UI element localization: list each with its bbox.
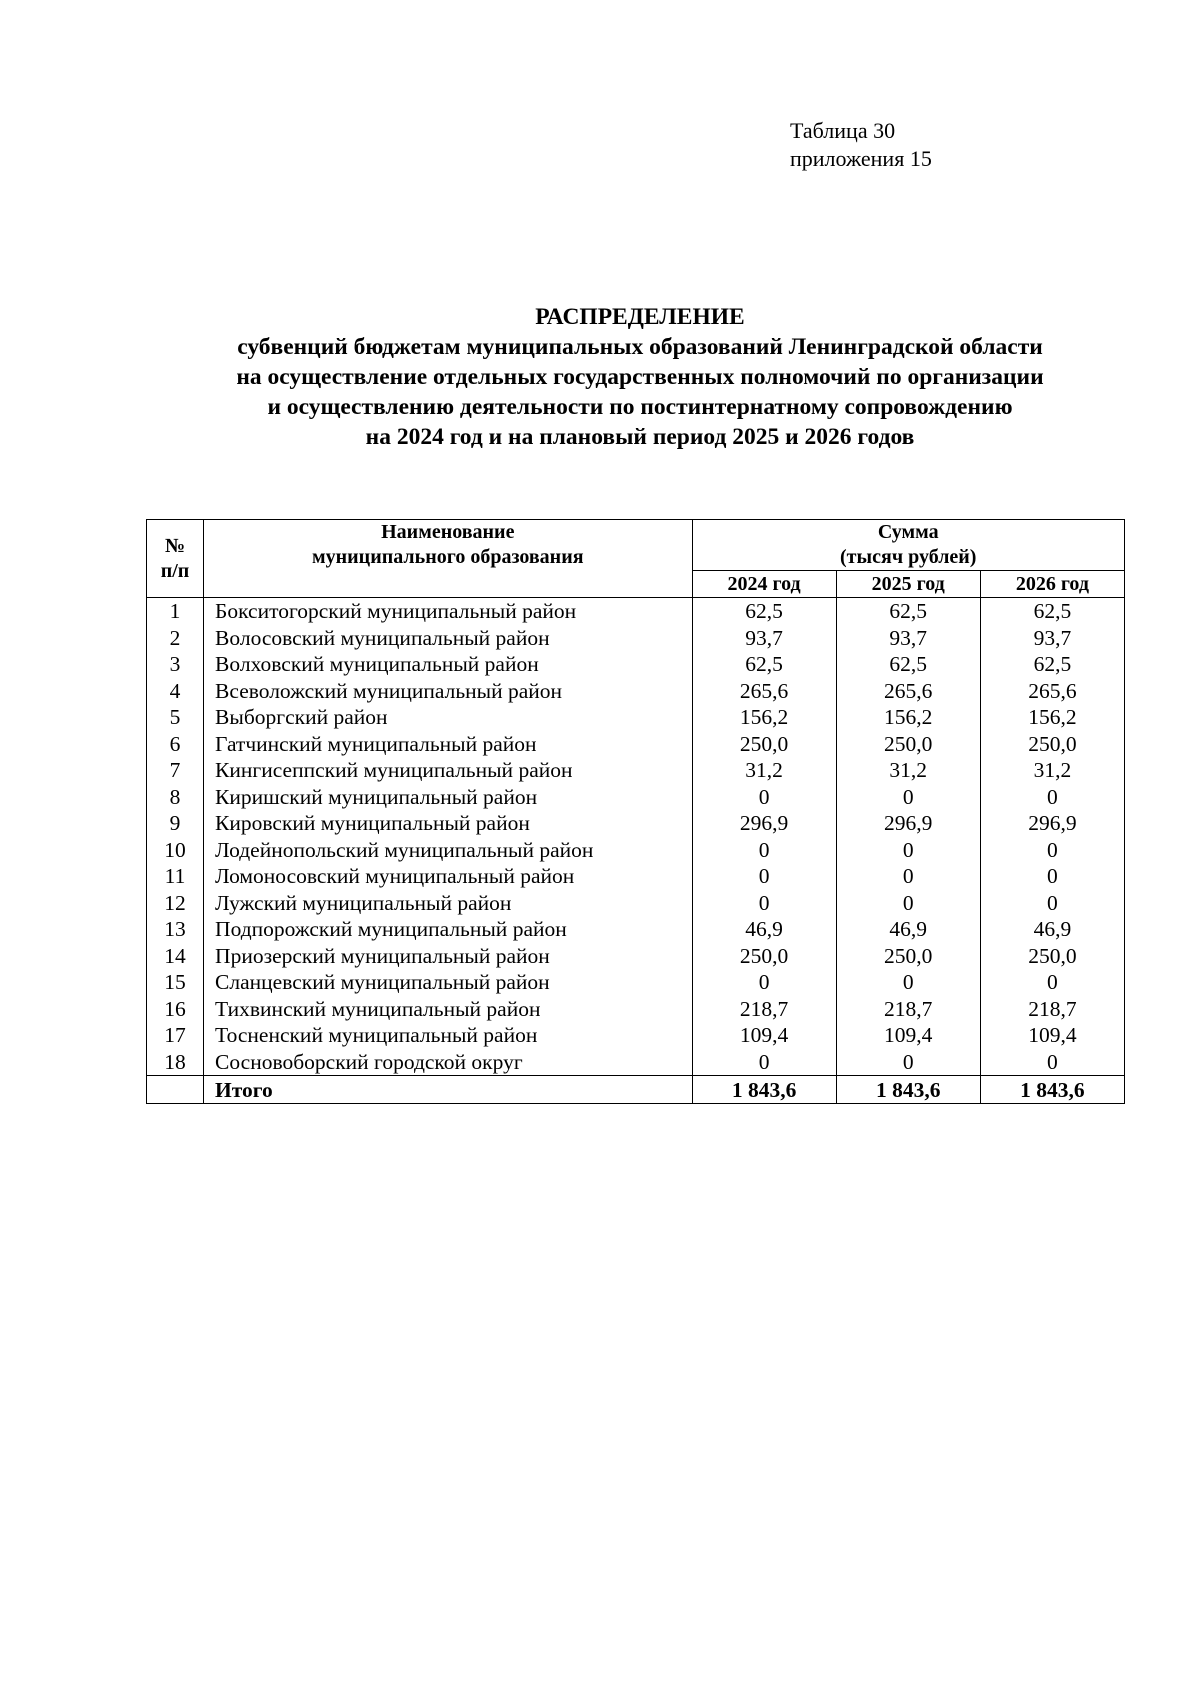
table-row [147, 996, 1125, 1023]
table-row [147, 625, 1125, 652]
table-row [147, 731, 1125, 758]
amount-2024: 0 [692, 784, 836, 811]
appendix-number: приложения 15 [790, 146, 932, 171]
amount-2026: 31,2 [980, 757, 1124, 784]
header-sum-line-1: Сумма [877, 521, 939, 543]
amount-2026: 0 [980, 969, 1124, 996]
header-name-line-2: муниципального образования [312, 546, 584, 568]
row-number: 11 [147, 863, 204, 890]
amount-2024: 296,9 [692, 810, 836, 837]
document-title [140, 302, 1140, 452]
table-row [147, 784, 1125, 811]
municipality-name: Подпорожский муниципальный район [204, 916, 692, 943]
row-number: 6 [147, 731, 204, 758]
table-row [147, 969, 1125, 996]
total-row [147, 1076, 1125, 1104]
row-number: 4 [147, 678, 204, 705]
municipality-name: Кировский муниципальный район [204, 810, 692, 837]
header-name-line-1: Наименование [381, 521, 515, 543]
amount-2024: 0 [692, 890, 836, 917]
amount-2024: 109,4 [692, 1022, 836, 1049]
table-row [147, 890, 1125, 917]
amount-2026: 0 [980, 1049, 1124, 1076]
table-row [147, 651, 1125, 678]
table-row [147, 837, 1125, 864]
amount-2024: 250,0 [692, 731, 836, 758]
header-sum [692, 520, 1124, 571]
amount-2025: 62,5 [836, 651, 980, 678]
table-row [147, 757, 1125, 784]
amount-2026: 46,9 [980, 916, 1124, 943]
amount-2024: 218,7 [692, 996, 836, 1023]
amount-2025: 0 [836, 784, 980, 811]
municipality-name: Выборгский район [204, 704, 692, 731]
row-number: 2 [147, 625, 204, 652]
row-number: 3 [147, 651, 204, 678]
header-year-2026: 2026 год [980, 571, 1124, 598]
amount-2024: 156,2 [692, 704, 836, 731]
total-2025: 1 843,6 [836, 1076, 980, 1104]
table-body [147, 598, 1125, 1076]
total-2026: 1 843,6 [980, 1076, 1124, 1104]
amount-2025: 62,5 [836, 598, 980, 625]
municipality-name: Гатчинский муниципальный район [204, 731, 692, 758]
municipality-name: Киришский муниципальный район [204, 784, 692, 811]
municipality-name: Кингисеппский муниципальный район [204, 757, 692, 784]
table-row [147, 678, 1125, 705]
amount-2025: 250,0 [836, 731, 980, 758]
row-number: 13 [147, 916, 204, 943]
amount-2025: 250,0 [836, 943, 980, 970]
table-row [147, 1049, 1125, 1076]
table-row [147, 1022, 1125, 1049]
municipality-name: Бокситогорский муниципальный район [204, 598, 692, 625]
header-sum-line-2: (тысяч рублей) [840, 546, 977, 568]
total-number-cell [147, 1076, 204, 1104]
row-number: 10 [147, 837, 204, 864]
header-number-sign: № [164, 534, 186, 557]
amount-2024: 265,6 [692, 678, 836, 705]
table-row [147, 810, 1125, 837]
amount-2025: 109,4 [836, 1022, 980, 1049]
municipality-name: Ломоносовский муниципальный район [204, 863, 692, 890]
row-number: 12 [147, 890, 204, 917]
row-number: 9 [147, 810, 204, 837]
amount-2026: 156,2 [980, 704, 1124, 731]
amount-2025: 93,7 [836, 625, 980, 652]
amount-2026: 0 [980, 837, 1124, 864]
table-row [147, 863, 1125, 890]
title-line-3: на осуществление отдельных государственных полномочий по организации [236, 364, 1044, 390]
municipality-name: Тихвинский муниципальный район [204, 996, 692, 1023]
amount-2026: 218,7 [980, 996, 1124, 1023]
table-row [147, 704, 1125, 731]
row-number: 5 [147, 704, 204, 731]
amount-2026: 296,9 [980, 810, 1124, 837]
amount-2024: 46,9 [692, 916, 836, 943]
total-2024: 1 843,6 [692, 1076, 836, 1104]
title-line-5: на 2024 год и на плановый период 2025 и 2026 годов [365, 424, 915, 450]
amount-2025: 0 [836, 969, 980, 996]
municipality-name: Лужский муниципальный район [204, 890, 692, 917]
amount-2025: 0 [836, 1049, 980, 1076]
row-number: 18 [147, 1049, 204, 1076]
header-number-abbr: п/п [160, 559, 190, 582]
title-line-4: и осуществлению деятельности по постинтернатному сопровождению [267, 394, 1013, 420]
distribution-table [146, 519, 1125, 1104]
title-heading: РАСПРЕДЕЛЕНИЕ [535, 304, 745, 330]
total-label: Итого [204, 1076, 692, 1104]
municipality-name: Сланцевский муниципальный район [204, 969, 692, 996]
amount-2026: 109,4 [980, 1022, 1124, 1049]
amount-2024: 31,2 [692, 757, 836, 784]
amount-2025: 265,6 [836, 678, 980, 705]
appendix-reference [790, 117, 932, 173]
amount-2024: 0 [692, 1049, 836, 1076]
municipality-name: Волосовский муниципальный район [204, 625, 692, 652]
row-number: 1 [147, 598, 204, 625]
row-number: 16 [147, 996, 204, 1023]
row-number: 14 [147, 943, 204, 970]
amount-2024: 93,7 [692, 625, 836, 652]
amount-2024: 0 [692, 837, 836, 864]
header-number [147, 520, 204, 598]
amount-2026: 0 [980, 863, 1124, 890]
amount-2024: 250,0 [692, 943, 836, 970]
row-number: 15 [147, 969, 204, 996]
amount-2025: 296,9 [836, 810, 980, 837]
municipality-name: Лодейнопольский муниципальный район [204, 837, 692, 864]
amount-2025: 218,7 [836, 996, 980, 1023]
amount-2024: 0 [692, 863, 836, 890]
table-row [147, 916, 1125, 943]
header-year-2025: 2025 год [836, 571, 980, 598]
row-number: 7 [147, 757, 204, 784]
amount-2026: 265,6 [980, 678, 1124, 705]
municipality-name: Всеволожский муниципальный район [204, 678, 692, 705]
amount-2024: 62,5 [692, 598, 836, 625]
amount-2024: 0 [692, 969, 836, 996]
amount-2026: 250,0 [980, 731, 1124, 758]
header-year-2024: 2024 год [692, 571, 836, 598]
amount-2025: 0 [836, 837, 980, 864]
amount-2026: 0 [980, 784, 1124, 811]
municipality-name: Сосновоборский городской округ [204, 1049, 692, 1076]
amount-2025: 31,2 [836, 757, 980, 784]
municipality-name: Волховский муниципальный район [204, 651, 692, 678]
header-name [204, 520, 692, 598]
table-number: Таблица 30 [790, 118, 896, 143]
row-number: 8 [147, 784, 204, 811]
title-line-2: субвенций бюджетам муниципальных образований Ленинградской области [237, 334, 1043, 360]
amount-2025: 0 [836, 890, 980, 917]
amount-2026: 62,5 [980, 598, 1124, 625]
amount-2026: 93,7 [980, 625, 1124, 652]
amount-2026: 62,5 [980, 651, 1124, 678]
amount-2025: 156,2 [836, 704, 980, 731]
amount-2026: 0 [980, 890, 1124, 917]
table-row [147, 598, 1125, 625]
municipality-name: Тосненский муниципальный район [204, 1022, 692, 1049]
amount-2025: 46,9 [836, 916, 980, 943]
row-number: 17 [147, 1022, 204, 1049]
amount-2026: 250,0 [980, 943, 1124, 970]
table-row [147, 943, 1125, 970]
municipality-name: Приозерский муниципальный район [204, 943, 692, 970]
amount-2024: 62,5 [692, 651, 836, 678]
amount-2025: 0 [836, 863, 980, 890]
